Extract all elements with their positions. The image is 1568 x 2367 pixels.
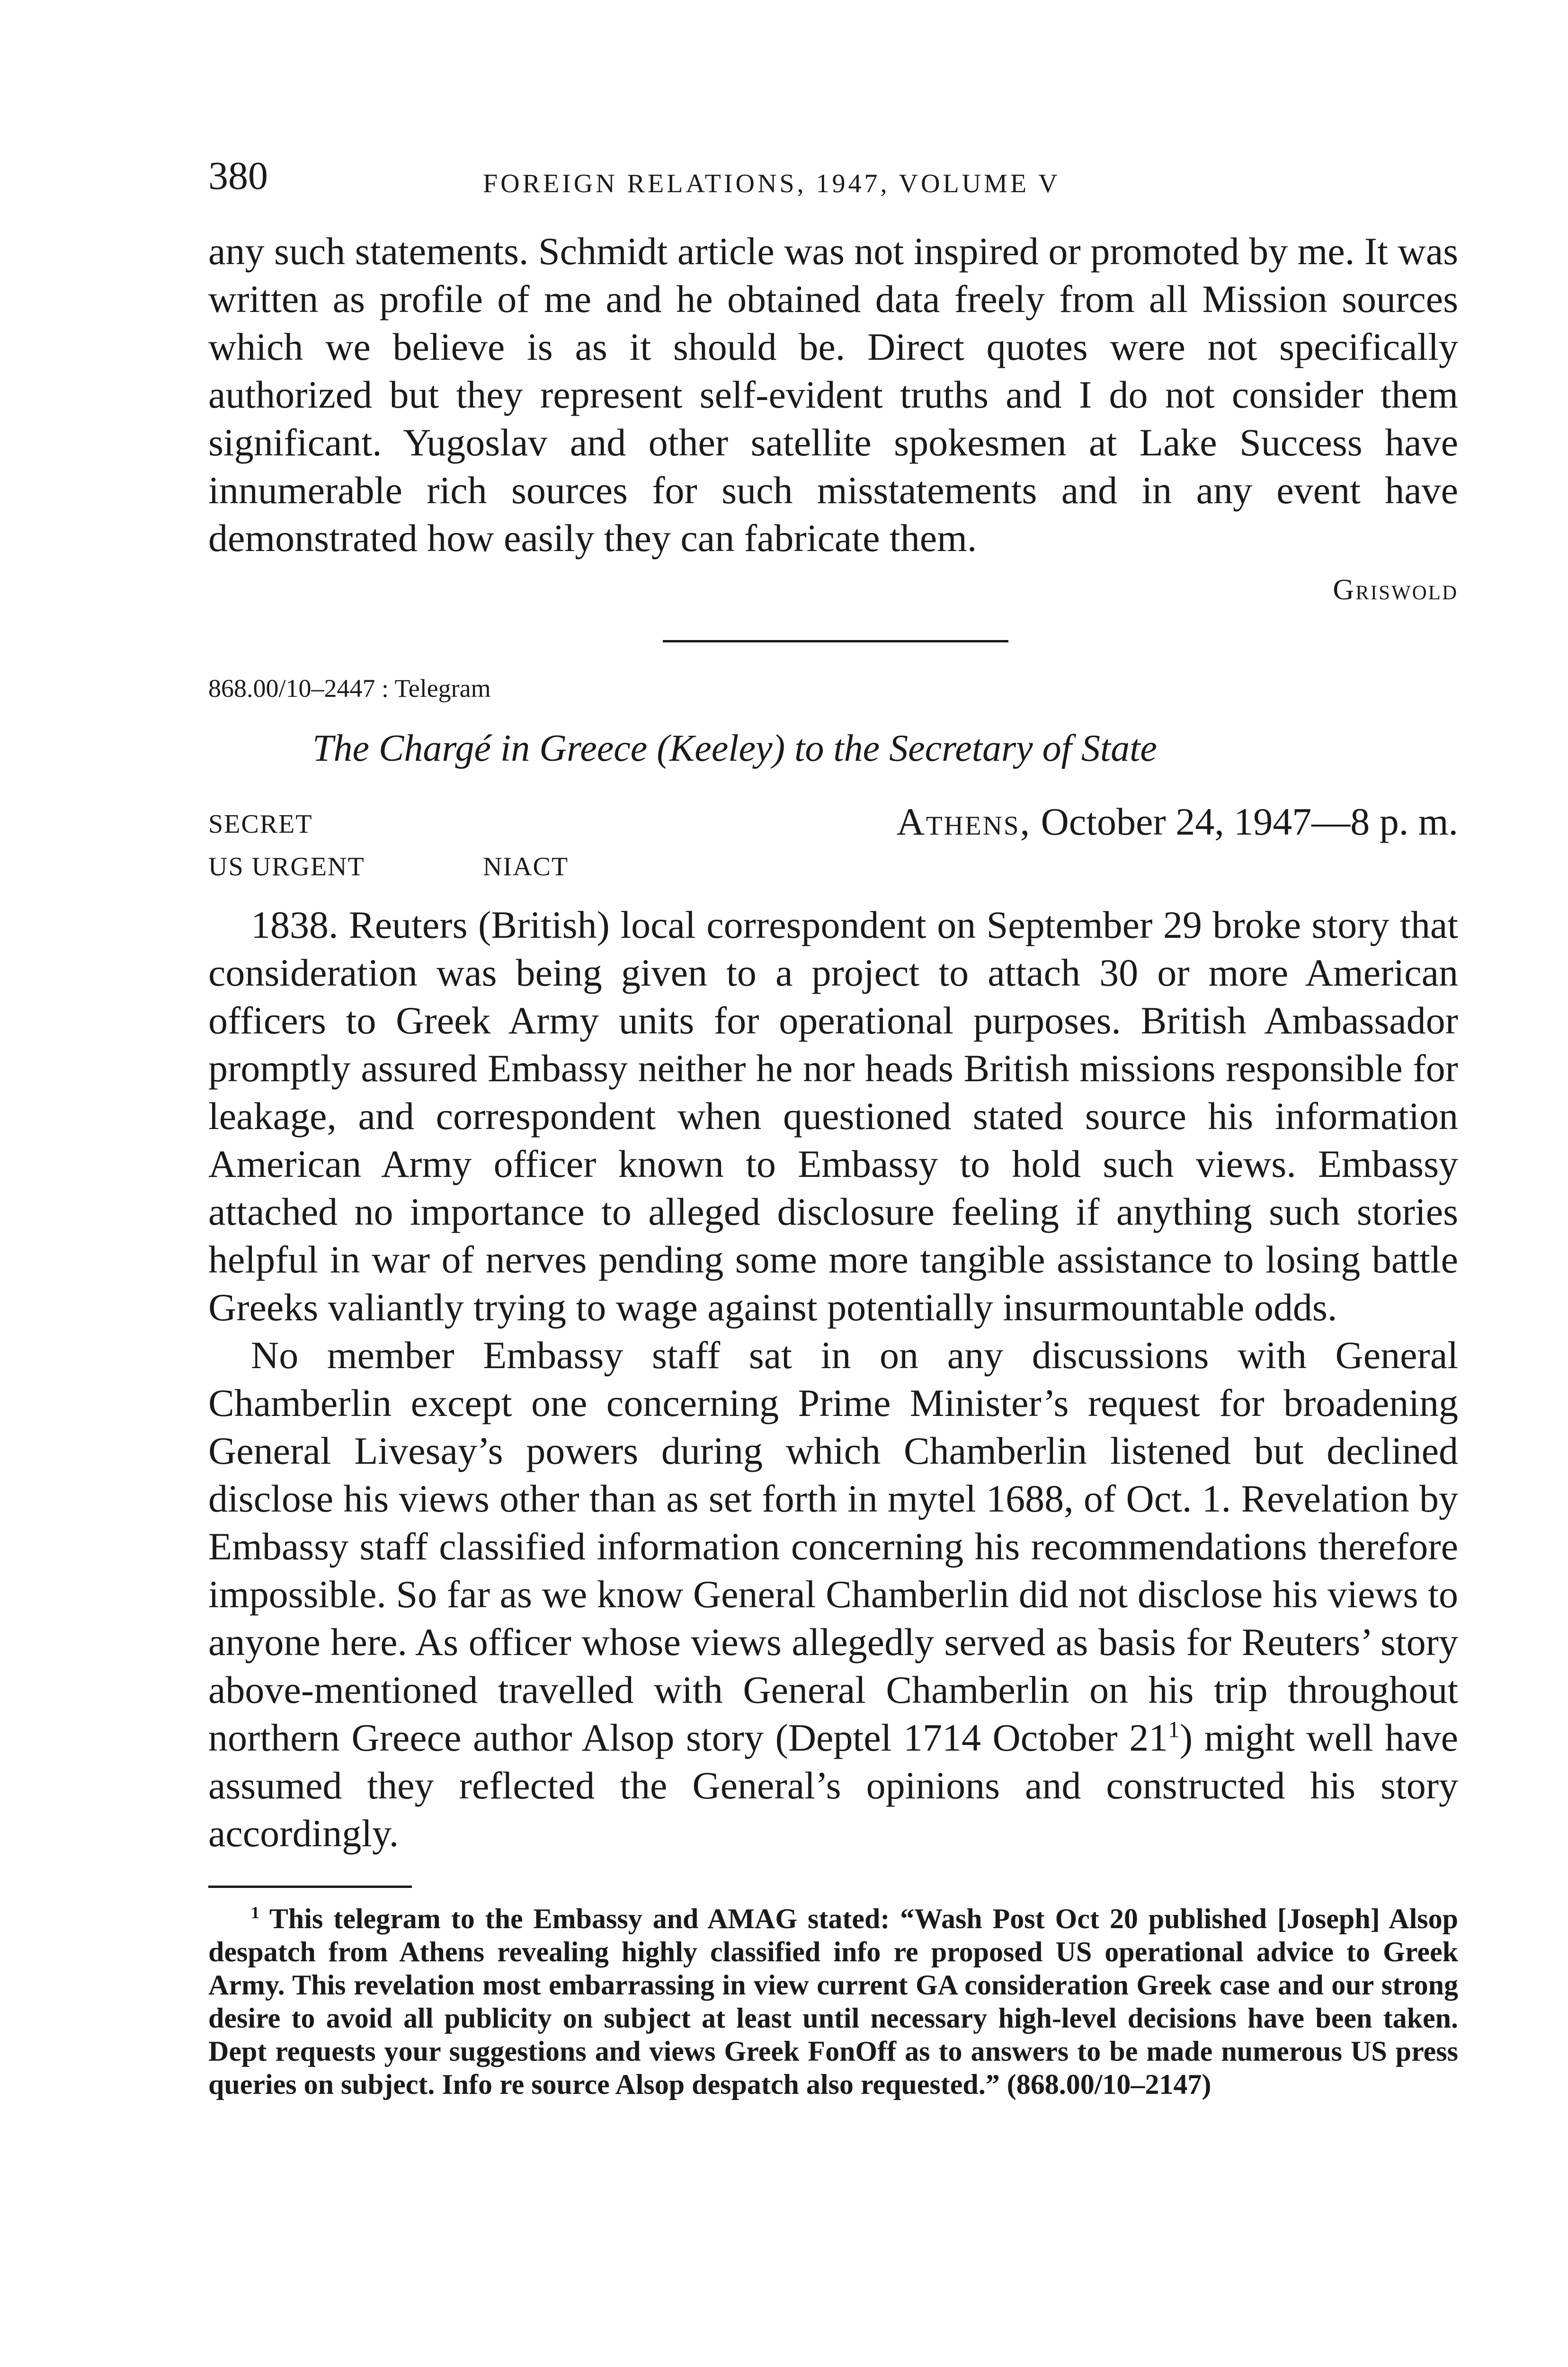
precedence-row xyxy=(208,852,1458,890)
dateline-place: Athens, xyxy=(896,800,1032,843)
document-title: The Chargé in Greece (Keeley) to the Secretary of State xyxy=(312,728,1157,769)
footnote-reference: 1 xyxy=(1168,1716,1180,1743)
footnote-rule xyxy=(208,1886,412,1888)
paragraph-2-text: No member Embassy staff sat in on any discussions with General Chamberlin except one concerning Prime Minister’s request for broadening General Livesay’s powers during which Chamberlin listened but declined disclose his views other than as set forth in mytel 1688, of Oct. 1. Revelation by Embassy staff classified information concerning his recommendations therefore impossible. So far as we know General Chamberlin did not disclose his views to anyone here. As officer whose views allegedly served as basis for Reuters’ story above-mentioned travelled with General Chamberlin on his trip throughout northern Greece author Alsop story (Deptel 1714 October 21 xyxy=(208,1334,1458,1759)
footnote xyxy=(208,1902,1458,2101)
classification-label: SECRET xyxy=(208,810,313,839)
footnote-text: This telegram to the Embassy and AMAG stated: “Wash Post Oct 20 published [Joseph] Alsop despatch from Athens revealing highly classified info re proposed US operational advice to Greek Army. This revelation most embarrassing in view current GA consideration Greek case and our strong desire to avoid all publicity on subject at least until necessary high-level decisions have been taken. Dept requests your suggestions and views Greek FonOff as to answers to be made numerous US press queries on subject. Info re source Alsop despatch also requested.” (868.00/10–2147) xyxy=(208,1903,1458,2100)
precedence-niact: NIACT xyxy=(483,852,569,881)
telegram-paragraph-1: 1838. Reuters (British) local correspondent on September 29 broke story that consideration was being given to a project to attach 30 or more American officers to Greek Army units for operational purposes. British Ambassador promptly assured Embassy neither he nor heads British missions responsible for leakage, and correspondent when questioned stated source his information American Army officer known to Embassy to hold such views. Embassy attached no importance to alleged disclosure feeling if anything such stories helpful in war of nerves pending some more tangible assistance to losing battle Greeks valiantly trying to wage against potentially insurmountable odds. xyxy=(208,903,1458,1329)
dateline-date: October 24, 1947—8 p. m. xyxy=(1041,800,1458,843)
paragraph-2-ending: ) might well have assumed they reflected the General’s opinions and constructed his story accordingly. xyxy=(208,1716,1459,1855)
section-divider xyxy=(663,640,1008,642)
precedence-us-urgent: US URGENT xyxy=(208,852,365,881)
running-title: FOREIGN RELATIONS, 1947, VOLUME V xyxy=(483,169,1060,198)
signature: Griswold xyxy=(1333,574,1458,606)
file-number: 868.00/10–2447 : Telegram xyxy=(208,674,491,703)
footnote-marker: 1 xyxy=(251,1903,259,1922)
running-head xyxy=(208,156,1458,213)
page-number: 380 xyxy=(208,154,268,198)
dateline xyxy=(897,800,1458,844)
telegram-header xyxy=(208,800,1458,852)
telegram-paragraph-2 xyxy=(208,1331,1458,1857)
continuation-paragraph: any such statements. Schmidt article was not inspired or promoted by me. It was written as profile of me and he obtained data freely from all Mission sources which we believe is as it should be. Direct quotes were not specifically authorized but they represent self-evident truths and I do not consider them significant. Yugoslav and other satellite spokesmen at Lake Success have innumerable rich sources for such misstatements and in any event have demonstrated how easily they can fabricate them. xyxy=(208,230,1458,560)
document-page xyxy=(208,156,1458,2129)
